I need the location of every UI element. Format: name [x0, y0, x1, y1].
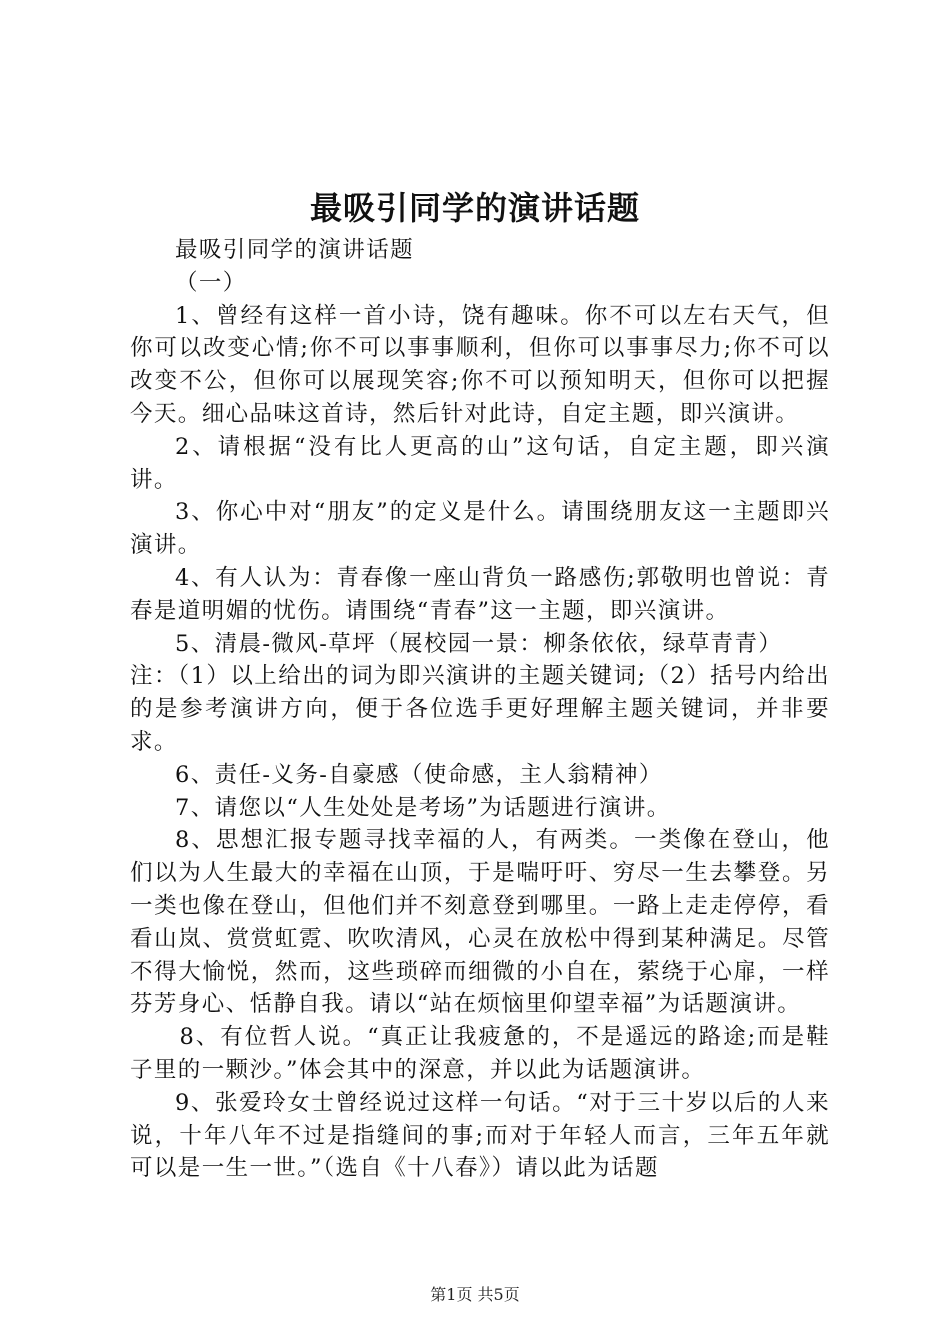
topic-2: 2、请根据“没有比人更高的山”这句话，自定主题，即兴演讲。 [130, 433, 830, 493]
section-marker: （一） [175, 269, 247, 296]
topic-6: 6、责任-义务-自豪感（使命感，主人翁精神） [175, 761, 663, 788]
topic-9: 9、张爱玲女士曾经说过这样一句话。“对于三十岁以后的人来说，十年八年不过是指缝间的事;而对于年轻人而言，三年五年就可以是一生一世。”（选自《十八春》）请以此为话题 [130, 1089, 830, 1182]
topic-7: 7、请您以“人生处处是考场”为话题进行演讲。 [175, 794, 671, 821]
topic-5: 5、清晨-微风-草坪（展校园一景：柳条依依，绿草青青） [175, 630, 783, 657]
subtitle-paragraph: 最吸引同学的演讲话题 [175, 237, 415, 263]
topic-3: 3、你心中对“朋友”的定义是什么。请围绕朋友这一主题即兴演讲。 [130, 499, 830, 559]
page-footer: 第1页 共5页 [430, 1285, 520, 1304]
topic-note: 注：（1）以上给出的词为即兴演讲的主题关键词;（2）括号内给出的是参考演讲方向，便于各位选手更好理解主题关键词，并非要求。 [130, 663, 830, 755]
document-body [130, 234, 830, 1185]
topic-1: 1、曾经有这样一首小诗，饶有趣味。你不可以左右天气，但你可以改变心情;你不可以事事顺利，但你可以事事尽力;你不可以改变不公，但你可以展现笑容;你不可以预知明天，但你可以把握今天。细心品味这首诗，然后针对此诗，自定主题，即兴演讲。 [130, 302, 830, 427]
topic-8b: 8、有位哲人说。“真正让我疲惫的，不是遥远的路途;而是鞋子里的一颗沙。”体会其中的深意，并以此为话题演讲。 [130, 1024, 830, 1083]
document-title: 最吸引同学的演讲话题 [309, 189, 640, 227]
topic-8a: 8、思想汇报专题寻找幸福的人，有两类。一类像在登山，他们以为人生最大的幸福在山顶，于是喘吁吁、穷尽一生去攀登。另一类也像在登山，但他们并不刻意登到哪里。一路上走走停停，看看山岚、赏赏虹霓、吹吹清风，心灵在放松中得到某种满足。尽管不得大愉悦，然而，这些琐碎而细微的小自在，萦绕于心扉，一样芬芳身心、恬静自我。请以“站在烦恼里仰望幸福”为话题演讲。 [130, 827, 830, 1018]
topic-4: 4、有人认为：青春像一座山背负一路感伤;郭敬明也曾说：青春是道明媚的忧伤。请围绕“青春”这一主题，即兴演讲。 [130, 564, 830, 624]
